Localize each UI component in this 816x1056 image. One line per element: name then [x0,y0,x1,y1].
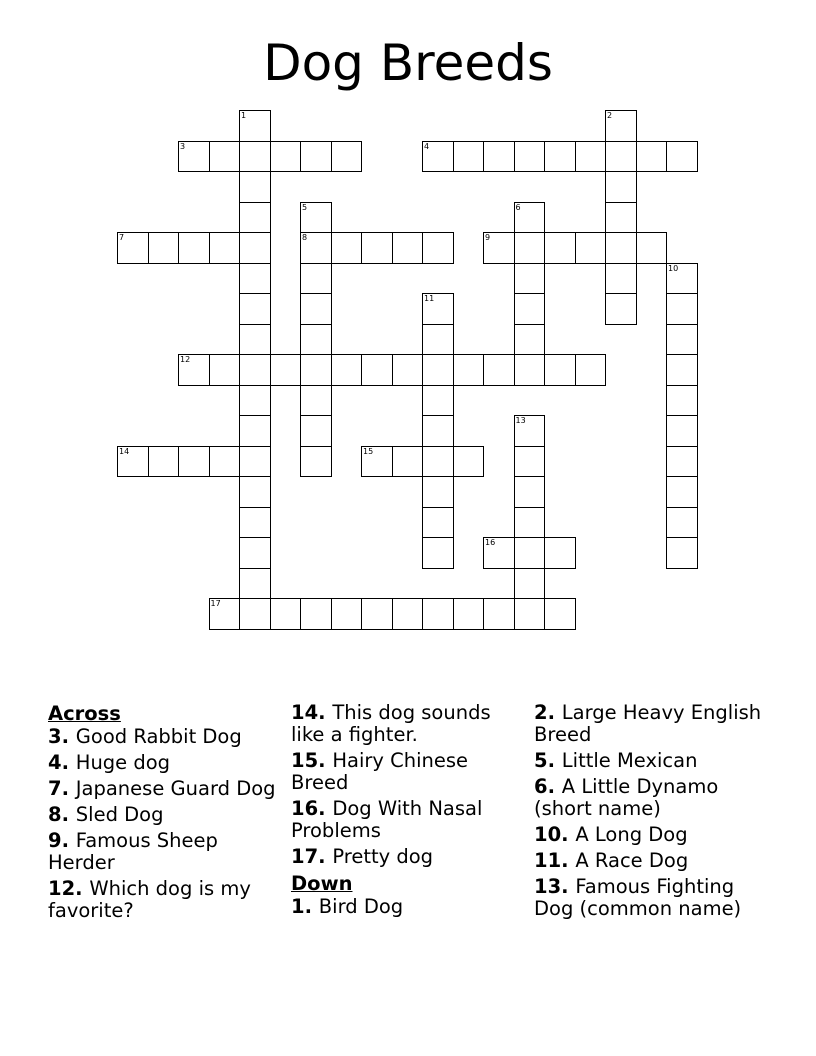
grid-cell[interactable] [666,354,698,386]
grid-cell[interactable] [514,568,546,600]
grid-cell[interactable] [239,263,271,295]
clue-number: 17 [210,599,221,608]
clue-column-2 [291,702,521,922]
clue-number: 2 [607,111,613,120]
clue-number-label: 15 [291,749,319,772]
grid-cell[interactable] [514,263,546,295]
clue-item: 1. Bird Dog [291,895,404,918]
clue-number-label: 6 [534,775,548,798]
clue-item: 2. Large Heavy English Breed [534,701,762,746]
grid-cell[interactable] [666,446,698,478]
grid-cell[interactable] [483,232,515,264]
grid-cell[interactable] [148,446,180,478]
clue-item: 6. A Little Dynamo (short name) [534,775,719,820]
grid-cell[interactable] [239,354,271,386]
grid-cell[interactable] [514,293,546,325]
clue-text: Pretty dog [332,845,434,868]
clue-item: 10. A Long Dog [534,823,688,846]
clue-text: Which dog is my favorite? [48,877,251,922]
grid-cell[interactable] [544,354,576,386]
clue-number-label: 11 [534,849,562,872]
clue-text: Dog With Nasal Problems [291,797,483,842]
grid-cell[interactable] [666,507,698,539]
clue-number: 3 [180,141,186,151]
clue-number: 11 [424,294,435,303]
clue-item: 17. Pretty dog [291,845,434,868]
grid-cell[interactable] [239,476,271,508]
clue-text: This dog sounds like a fighter. [291,701,491,746]
grid-cell[interactable] [544,598,576,630]
clue-item: 9. Famous Sheep Herder [48,829,218,874]
grid-cell[interactable] [392,354,424,386]
clue-item: 4. Huge dog [48,751,171,774]
grid-cell[interactable] [361,598,393,630]
grid-cell[interactable] [209,232,241,264]
grid-cell[interactable] [544,141,576,173]
grid-cell[interactable] [239,110,271,142]
grid-cell[interactable] [605,171,637,203]
grid-cell[interactable] [666,385,698,417]
grid-cell[interactable] [300,202,332,234]
grid-cell[interactable] [666,263,698,295]
grid-cell[interactable] [514,598,546,630]
grid-cell[interactable] [514,324,546,356]
grid-cell[interactable] [605,263,637,295]
grid-cell[interactable] [209,446,241,478]
clue-column-3 [534,702,764,924]
grid-cell[interactable] [331,232,363,264]
grid-cell[interactable] [117,446,149,478]
grid-cell[interactable] [544,232,576,264]
grid-cell[interactable] [422,507,454,539]
grid-cell[interactable] [209,354,241,386]
grid-cell[interactable] [270,354,302,386]
grid-cell[interactable] [544,537,576,569]
grid-cell[interactable] [514,141,546,173]
clue-number-label: 12 [48,877,76,900]
grid-cell[interactable] [636,141,668,173]
clue-number: 13 [515,416,526,425]
grid-cell[interactable] [331,354,363,386]
grid-cell[interactable] [300,141,332,173]
clue-text: Famous Sheep Herder [48,829,218,874]
grid-cell[interactable] [239,324,271,356]
grid-cell[interactable] [239,141,271,173]
clue-item: 11. A Race Dog [534,849,689,872]
clue-text: Famous Fighting Dog (common name) [534,875,742,920]
grid-cell[interactable] [483,537,515,569]
clue-number-label: 8 [48,803,62,826]
grid-cell[interactable] [666,415,698,447]
clue-item: 7. Japanese Guard Dog [48,777,276,800]
grid-cell[interactable] [514,415,546,447]
grid-cell[interactable] [483,141,515,173]
grid-cell[interactable] [422,446,454,478]
grid-cell[interactable] [422,385,454,417]
grid-cell[interactable] [361,446,393,478]
clue-item: 5. Little Mexican [534,749,698,772]
grid-cell[interactable] [300,324,332,356]
clue-number: 7 [119,233,125,242]
grid-cell[interactable] [239,568,271,600]
grid-cell[interactable] [239,446,271,478]
clue-text: Good Rabbit Dog [75,725,242,748]
clue-number-label: 9 [48,829,62,852]
grid-cell[interactable] [605,110,637,142]
clue-number-label: 14 [291,701,319,724]
grid-cell[interactable] [300,263,332,295]
grid-cell[interactable] [666,537,698,569]
clue-number-label: 3 [48,725,62,748]
grid-cell[interactable] [514,476,546,508]
grid-cell[interactable] [514,232,546,264]
grid-cell[interactable] [209,598,241,630]
clue-number: 15 [363,446,374,456]
grid-cell[interactable] [178,446,210,478]
grid-cell[interactable] [392,446,424,478]
grid-cell[interactable] [331,598,363,630]
grid-cell[interactable] [270,141,302,173]
grid-cell[interactable] [178,354,210,386]
grid-cell[interactable] [605,202,637,234]
clue-text: A Race Dog [575,849,689,872]
grid-cell[interactable] [178,232,210,264]
clue-text: Huge dog [75,751,171,774]
grid-cell[interactable] [117,232,149,264]
grid-cell[interactable] [239,202,271,234]
clue-number: 10 [668,263,679,273]
grid-cell[interactable] [453,354,485,386]
grid-cell[interactable] [575,232,607,264]
grid-cell[interactable] [239,598,271,630]
grid-cell[interactable] [270,598,302,630]
grid-cell[interactable] [300,385,332,417]
grid-cell[interactable] [300,446,332,478]
grid-cell[interactable] [331,141,363,173]
clue-number-label: 7 [48,777,62,800]
clue-column-1 [48,702,278,926]
grid-cell[interactable] [300,415,332,447]
grid-cell[interactable] [453,446,485,478]
grid-cell[interactable] [422,598,454,630]
grid-cell[interactable] [666,141,698,173]
clue-number-label: 1 [291,895,305,918]
grid-cell[interactable] [422,476,454,508]
clue-number: 14 [119,446,130,456]
grid-cell[interactable] [636,232,668,264]
grid-cell[interactable] [422,141,454,173]
grid-cell[interactable] [422,415,454,447]
clue-number-label: 5 [534,749,548,772]
grid-cell[interactable] [239,507,271,539]
clue-number-label: 17 [291,845,319,868]
grid-cell[interactable] [178,141,210,173]
grid-cell[interactable] [605,141,637,173]
clue-number: 5 [302,202,308,212]
grid-cell[interactable] [666,293,698,325]
grid-cell[interactable] [575,141,607,173]
clue-text: Bird Dog [318,895,404,918]
clue-text: Large Heavy English Breed [534,701,762,746]
grid-cell[interactable] [666,476,698,508]
clue-item: 13. Famous Fighting Dog (common name) [534,875,742,920]
clue-number-label: 13 [534,875,562,898]
grid-cell[interactable] [422,354,454,386]
grid-cell[interactable] [422,324,454,356]
grid-cell[interactable] [483,354,515,386]
clue-item: 14. This dog sounds like a fighter. [291,701,491,746]
grid-cell[interactable] [392,232,424,264]
across-heading: Across [48,702,121,725]
grid-cell[interactable] [361,232,393,264]
grid-cell[interactable] [514,537,546,569]
grid-cell[interactable] [514,446,546,478]
clue-text: A Little Dynamo (short name) [534,775,719,820]
clue-number-label: 2 [534,701,548,724]
grid-cell[interactable] [239,537,271,569]
grid-cell[interactable] [422,293,454,325]
grid-cell[interactable] [514,354,546,386]
clue-item: 8. Sled Dog [48,803,164,826]
grid-cell[interactable] [514,507,546,539]
clue-number: 9 [485,233,491,242]
grid-cell[interactable] [239,385,271,417]
grid-cell[interactable] [514,202,546,234]
grid-cell[interactable] [483,598,515,630]
clue-text: Hairy Chinese Breed [291,749,469,794]
grid-cell[interactable] [361,354,393,386]
grid-cell[interactable] [300,354,332,386]
clue-number: 1 [241,111,247,120]
clue-number: 6 [515,202,521,212]
grid-cell[interactable] [300,598,332,630]
down-heading: Down [291,872,353,895]
clue-number-label: 10 [534,823,562,846]
clue-text: Japanese Guard Dog [75,777,276,800]
clue-number: 12 [180,355,191,364]
grid-cell[interactable] [422,232,454,264]
clue-text: Little Mexican [561,749,698,772]
grid-cell[interactable] [453,141,485,173]
clue-number: 4 [424,141,430,151]
clue-text: Sled Dog [75,803,164,826]
clue-number-label: 4 [48,751,62,774]
grid-cell[interactable] [605,293,637,325]
clue-number-label: 16 [291,797,319,820]
grid-cell[interactable] [239,415,271,447]
clue-number: 16 [485,538,496,547]
grid-cell[interactable] [209,141,241,173]
grid-cell[interactable] [239,293,271,325]
grid-cell[interactable] [148,232,180,264]
puzzle-title: Dog Breeds [263,34,553,92]
clue-item: 15. Hairy Chinese Breed [291,749,469,794]
clue-item: 16. Dog With Nasal Problems [291,797,483,842]
clue-number: 8 [302,233,308,242]
grid-cell[interactable] [239,171,271,203]
grid-cell[interactable] [300,293,332,325]
clue-text: A Long Dog [575,823,688,846]
clue-item: 3. Good Rabbit Dog [48,725,242,748]
grid-cell[interactable] [422,537,454,569]
grid-cell[interactable] [392,598,424,630]
grid-cell[interactable] [453,598,485,630]
grid-cell[interactable] [575,354,607,386]
grid-cell[interactable] [300,232,332,264]
clue-item: 12. Which dog is my favorite? [48,877,251,922]
grid-cell[interactable] [666,324,698,356]
grid-cell[interactable] [605,232,637,264]
grid-cell[interactable] [239,232,271,264]
